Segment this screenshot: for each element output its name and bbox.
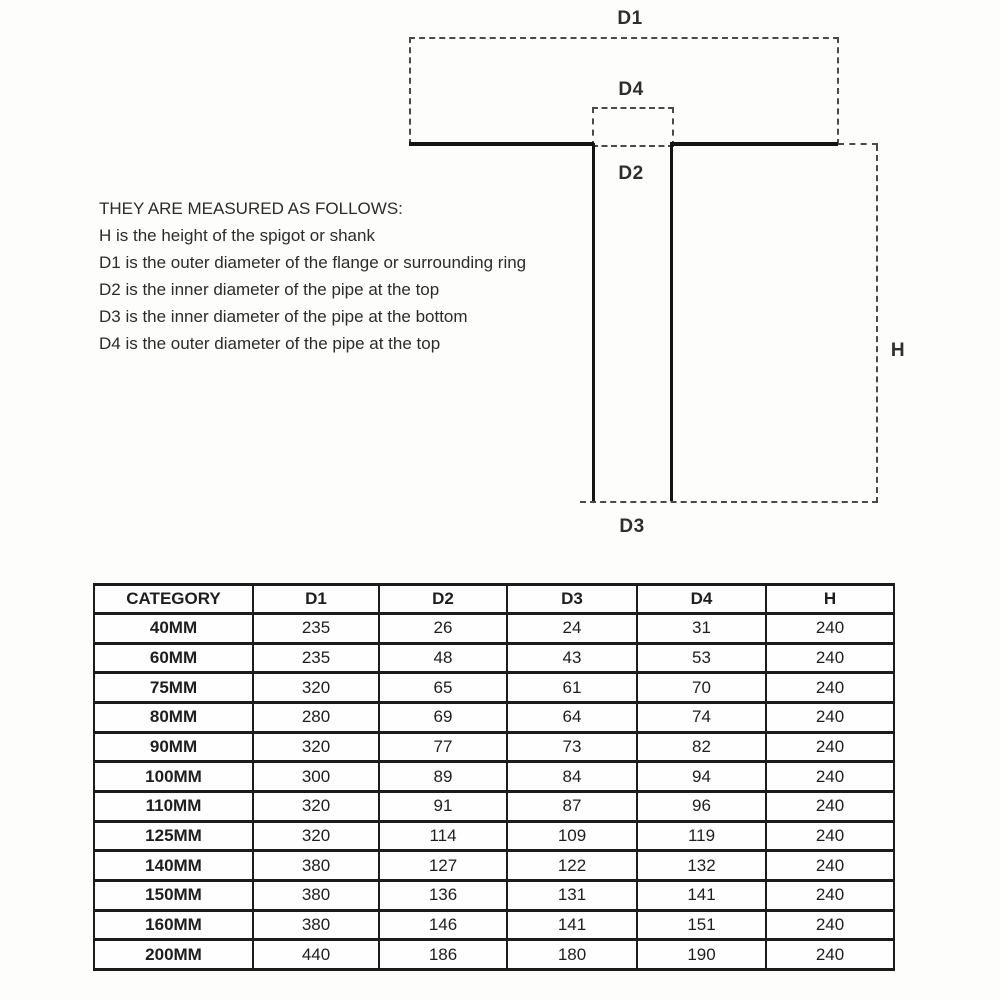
legend-line-d1: D1 is the outer diameter of the flange or surrounding ring <box>99 253 527 272</box>
value-cell: 280 <box>253 702 379 732</box>
value-cell: 122 <box>507 851 637 881</box>
value-cell: 136 <box>379 880 507 910</box>
value-cell: 240 <box>766 910 894 940</box>
pipe-outer-top-box <box>592 107 674 147</box>
value-cell: 65 <box>379 673 507 703</box>
label-d3: D3 <box>619 516 645 537</box>
table-row <box>94 732 894 762</box>
value-cell: 380 <box>253 880 379 910</box>
value-cell: 240 <box>766 702 894 732</box>
table-row <box>94 880 894 910</box>
value-cell: 94 <box>637 762 766 792</box>
value-cell: 84 <box>507 762 637 792</box>
value-cell: 320 <box>253 732 379 762</box>
table-row <box>94 821 894 851</box>
value-cell: 96 <box>637 791 766 821</box>
pipe-bottom-dash-line <box>580 501 878 503</box>
value-cell: 320 <box>253 673 379 703</box>
category-cell: 90MM <box>94 732 253 762</box>
value-cell: 141 <box>637 880 766 910</box>
header-d2: D2 <box>379 585 507 614</box>
flange-bottom-line-right <box>670 142 838 146</box>
value-cell: 146 <box>379 910 507 940</box>
value-cell: 131 <box>507 880 637 910</box>
value-cell: 300 <box>253 762 379 792</box>
value-cell: 70 <box>637 673 766 703</box>
pipe-wall-left <box>592 143 595 501</box>
value-cell: 77 <box>379 732 507 762</box>
table-row <box>94 791 894 821</box>
value-cell: 109 <box>507 821 637 851</box>
value-cell: 141 <box>507 910 637 940</box>
measurement-legend <box>99 195 526 357</box>
legend-line-d2: D2 is the inner diameter of the pipe at the top <box>99 280 440 299</box>
value-cell: 240 <box>766 851 894 881</box>
value-cell: 82 <box>637 732 766 762</box>
value-cell: 132 <box>637 851 766 881</box>
h-dimension-line-right <box>876 145 878 503</box>
category-cell: 110MM <box>94 791 253 821</box>
value-cell: 87 <box>507 791 637 821</box>
header-h: H <box>766 585 894 614</box>
value-cell: 190 <box>637 940 766 970</box>
value-cell: 61 <box>507 673 637 703</box>
table-row <box>94 614 894 644</box>
header-category: CATEGORY <box>94 585 253 614</box>
table-row <box>94 702 894 732</box>
value-cell: 240 <box>766 762 894 792</box>
value-cell: 26 <box>379 614 507 644</box>
value-cell: 89 <box>379 762 507 792</box>
value-cell: 380 <box>253 910 379 940</box>
value-cell: 24 <box>507 614 637 644</box>
header-d4: D4 <box>637 585 766 614</box>
flange-bottom-line-left <box>409 142 594 146</box>
value-cell: 180 <box>507 940 637 970</box>
value-cell: 240 <box>766 643 894 673</box>
value-cell: 127 <box>379 851 507 881</box>
value-cell: 235 <box>253 643 379 673</box>
category-cell: 75MM <box>94 673 253 703</box>
value-cell: 320 <box>253 791 379 821</box>
header-d1: D1 <box>253 585 379 614</box>
pipe-wall-right <box>670 143 673 501</box>
value-cell: 114 <box>379 821 507 851</box>
value-cell: 240 <box>766 673 894 703</box>
category-cell: 40MM <box>94 614 253 644</box>
spec-table <box>93 583 895 971</box>
value-cell: 31 <box>637 614 766 644</box>
value-cell: 240 <box>766 614 894 644</box>
category-cell: 140MM <box>94 851 253 881</box>
value-cell: 74 <box>637 702 766 732</box>
value-cell: 64 <box>507 702 637 732</box>
spec-table-body <box>94 614 894 970</box>
category-cell: 200MM <box>94 940 253 970</box>
table-row <box>94 940 894 970</box>
category-cell: 125MM <box>94 821 253 851</box>
label-d2: D2 <box>618 163 644 184</box>
value-cell: 240 <box>766 732 894 762</box>
value-cell: 380 <box>253 851 379 881</box>
legend-line-d4: D4 is the outer diameter of the pipe at the top <box>99 334 441 353</box>
value-cell: 186 <box>379 940 507 970</box>
category-cell: 60MM <box>94 643 253 673</box>
category-cell: 160MM <box>94 910 253 940</box>
legend-title: THEY ARE MEASURED AS FOLLOWS: <box>99 199 403 218</box>
legend-line-h: H is the height of the spigot or shank <box>99 226 375 245</box>
value-cell: 240 <box>766 821 894 851</box>
table-row <box>94 762 894 792</box>
table-row <box>94 910 894 940</box>
category-cell: 100MM <box>94 762 253 792</box>
label-h: H <box>890 340 906 361</box>
value-cell: 240 <box>766 880 894 910</box>
value-cell: 69 <box>379 702 507 732</box>
value-cell: 240 <box>766 791 894 821</box>
value-cell: 151 <box>637 910 766 940</box>
value-cell: 235 <box>253 614 379 644</box>
value-cell: 53 <box>637 643 766 673</box>
label-d1: D1 <box>617 8 643 29</box>
table-header-row <box>94 585 894 614</box>
value-cell: 43 <box>507 643 637 673</box>
value-cell: 73 <box>507 732 637 762</box>
value-cell: 440 <box>253 940 379 970</box>
value-cell: 91 <box>379 791 507 821</box>
table-row <box>94 643 894 673</box>
table-row <box>94 851 894 881</box>
label-d4: D4 <box>618 79 644 100</box>
legend-line-d3: D3 is the inner diameter of the pipe at the bottom <box>99 307 468 326</box>
value-cell: 119 <box>637 821 766 851</box>
value-cell: 240 <box>766 940 894 970</box>
header-d3: D3 <box>507 585 637 614</box>
category-cell: 150MM <box>94 880 253 910</box>
table-row <box>94 673 894 703</box>
value-cell: 320 <box>253 821 379 851</box>
h-extension-line-top <box>838 143 878 145</box>
value-cell: 48 <box>379 643 507 673</box>
category-cell: 80MM <box>94 702 253 732</box>
